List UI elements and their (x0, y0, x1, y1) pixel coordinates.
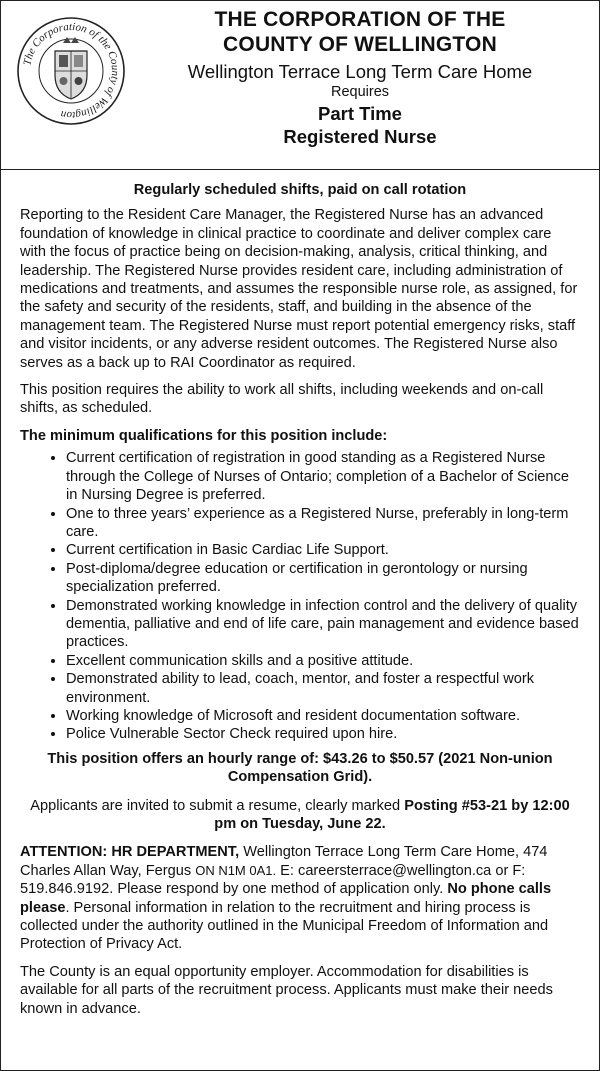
contact-paragraph (20, 843, 580, 953)
attention-label: ATTENTION: HR DEPARTMENT, (20, 844, 240, 861)
shifts-paragraph: This position requires the ability to work all shifts, including weekends and on-call shifts, as scheduled. (20, 382, 544, 417)
facility-name: Wellington Terrace Long Term Care Home (187, 61, 533, 82)
job-title-line1: Part Time (318, 103, 402, 124)
qualifications-heading: The minimum qualifications for this position include: (20, 427, 388, 444)
intro-paragraph: Reporting to the Resident Care Manager, the Registered Nurse has an advanced foundation of knowledge in clinical practice to coordinate and deliver complex care with the focus of practice being on decision-making, analysis, critical thinking, and leadership. The Registered Nurse provides resident care, including administration of medications and treatments, and assumes the responsible nurse role, as assigned, for the safety and security of the residents, staff, and building in the absence of the management team. The Registered Nurse must report potential emergency risks, staff and visitor incidents, or any adverse resident outcomes. The Registered Nurse also serves as a back up to RAI Coordinator as required. (20, 207, 578, 371)
contact-address: Wellington Terrace Long Term Care Home, 474 Charles Allan Way, Fergus (20, 844, 548, 879)
list-item: • Working knowledge of Microsoft and resident documentation software. (66, 707, 580, 725)
svg-text:The Corporation of the County: The Corporation of the County of Wellington (21, 20, 122, 122)
county-seal-logo (15, 15, 127, 127)
requires-label: Requires (330, 84, 390, 100)
contact-email-fax: E: careersterrace@wellington.ca or F: 519.846.9192. Please respond by one method of application only. (20, 862, 526, 898)
list-item: • Police Vulnerable Sector Check required upon hire. (66, 725, 580, 743)
list-item: • Demonstrated working knowledge in infection control and the delivery of quality dementia, palliative and end of life care, pain management and evidence based practices. (66, 597, 580, 652)
job-title-line2: Registered Nurse (283, 126, 437, 147)
list-item: • Current certification of registration in good standing as a Registered Nurse through the College of Nurses of Ontario; completion of a Bachelor of Science in Nursing Degree is preferred. (66, 449, 580, 504)
list-item: • Current certification in Basic Cardiac Life Support. (66, 541, 580, 559)
shift-subheading: Regularly scheduled shifts, paid on call rotation (133, 182, 467, 198)
list-item: • Excellent communication skills and a positive attitude. (66, 652, 580, 670)
pay-range: This position offers an hourly range of: $43.26 to $50.57 (2021 Non-union Compensation Grid). (47, 750, 553, 786)
postal-code: ON N1M 0A1. (195, 862, 277, 878)
application-instructions (20, 797, 580, 834)
posting-deadline: Posting #53-21 by 12:00 pm on Tuesday, June 22. (214, 797, 570, 832)
list-item: • One to three years’ experience as a Registered Nurse, preferably in long-term care. (66, 505, 580, 542)
coat-of-arms-icon (55, 37, 87, 99)
ad-header (1, 1, 599, 170)
no-calls-notice: No phone calls please (20, 881, 552, 916)
header-text (121, 7, 599, 148)
qualifications-list (20, 449, 580, 744)
equal-opportunity-paragraph: The County is an equal opportunity employer. Accommodation for disabilities is available for all parts of the recruitment process. Applicants must make their needs known in advance. (20, 963, 553, 1017)
org-name-line2: COUNTY OF WELLINGTON (223, 33, 497, 56)
list-item: • Post-diploma/degree education or certification in gerontology or nursing specialization preferred. (66, 560, 580, 597)
privacy-notice: . Personal information in relation to the recruitment and hiring process is collected under the authority outlined in the Municipal Freedom of Information and Protection of Privacy Act. (20, 899, 549, 953)
apply-text: Applicants are invited to submit a resume, clearly marked (30, 797, 405, 814)
ad-body (1, 170, 599, 1018)
list-item: • Demonstrated ability to lead, coach, mentor, and foster a respectful work environment. (66, 670, 580, 707)
org-name-line1: THE CORPORATION OF THE (214, 8, 506, 31)
